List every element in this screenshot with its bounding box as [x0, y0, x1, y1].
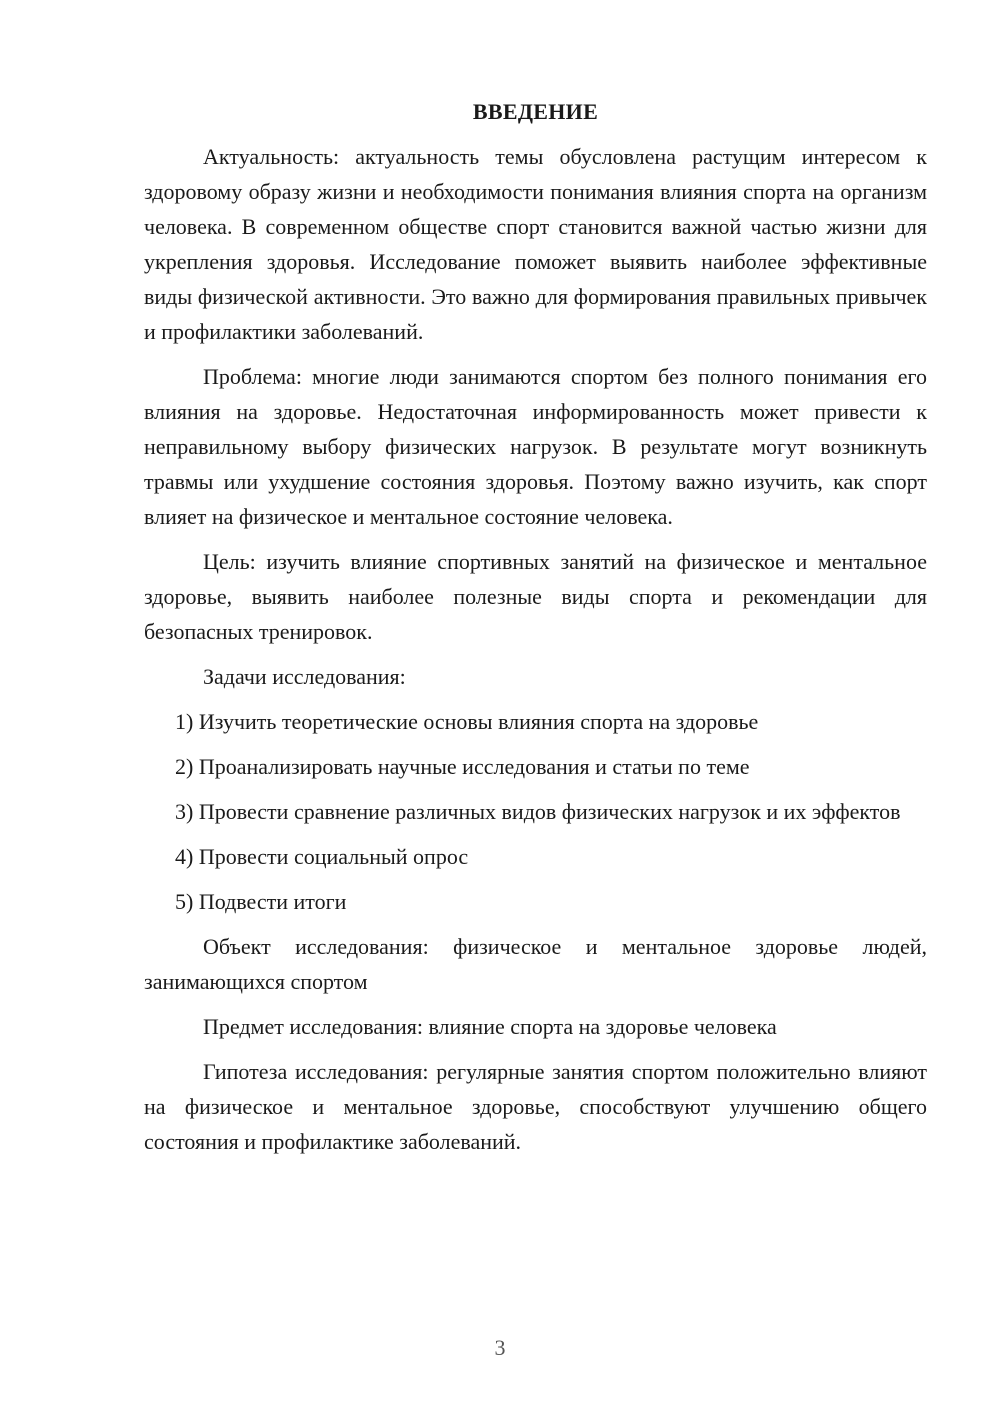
paragraph-subject: Предмет исследования: влияние спорта на здоровье человека: [203, 1014, 777, 1039]
document-body: [144, 94, 927, 1169]
paragraph-problem: Проблема: многие люди занимаются спортом без полного понимания его влияния на здоровье. Недостаточная информированность может привести к неправильному выбору физических нагрузок. В результате могут возникнуть травмы или ухудшение состояния здоровья. Поэтому важно изучить, как спорт влияет на физическое и ментальное состояние человека.: [144, 364, 927, 529]
paragraph-hypothesis: Гипотеза исследования: регулярные занятия спортом положительно влияют на физическое и ментальное здоровье, способствуют улучшению общего состояния и профилактике заболеваний.: [144, 1059, 927, 1154]
task-item-2: 2) Проанализировать научные исследования и статьи по теме: [175, 754, 750, 779]
tasks-heading: Задачи исследования:: [203, 664, 406, 689]
page-number: 3: [494, 1335, 506, 1360]
task-item-1: 1) Изучить теоретические основы влияния спорта на здоровье: [175, 709, 759, 734]
paragraph-goal: Цель: изучить влияние спортивных занятий на физическое и ментальное здоровье, выявить наиболее полезные виды спорта и рекомендации для безопасных тренировок.: [144, 549, 927, 644]
section-heading: ВВЕДЕНИЕ: [472, 99, 599, 124]
paragraph-object: Объект исследования: физическое и ментальное здоровье людей, занимающихся спортом: [144, 934, 927, 994]
task-item-5: 5) Подвести итоги: [175, 889, 347, 914]
paragraph-relevance: Актуальность: актуальность темы обусловлена растущим интересом к здоровому образу жизни и необходимости понимания влияния спорта на организм человека. В современном обществе спорт становится важной частью жизни для укрепления здоровья. Исследование поможет выявить наиболее эффективные виды физической активности. Это важно для формирования правильных привычек и профилактики заболеваний.: [144, 144, 927, 344]
task-item-4: 4) Провести социальный опрос: [175, 844, 469, 869]
task-item-3: 3) Провести сравнение различных видов физических нагрузок и их эффектов: [175, 799, 901, 824]
